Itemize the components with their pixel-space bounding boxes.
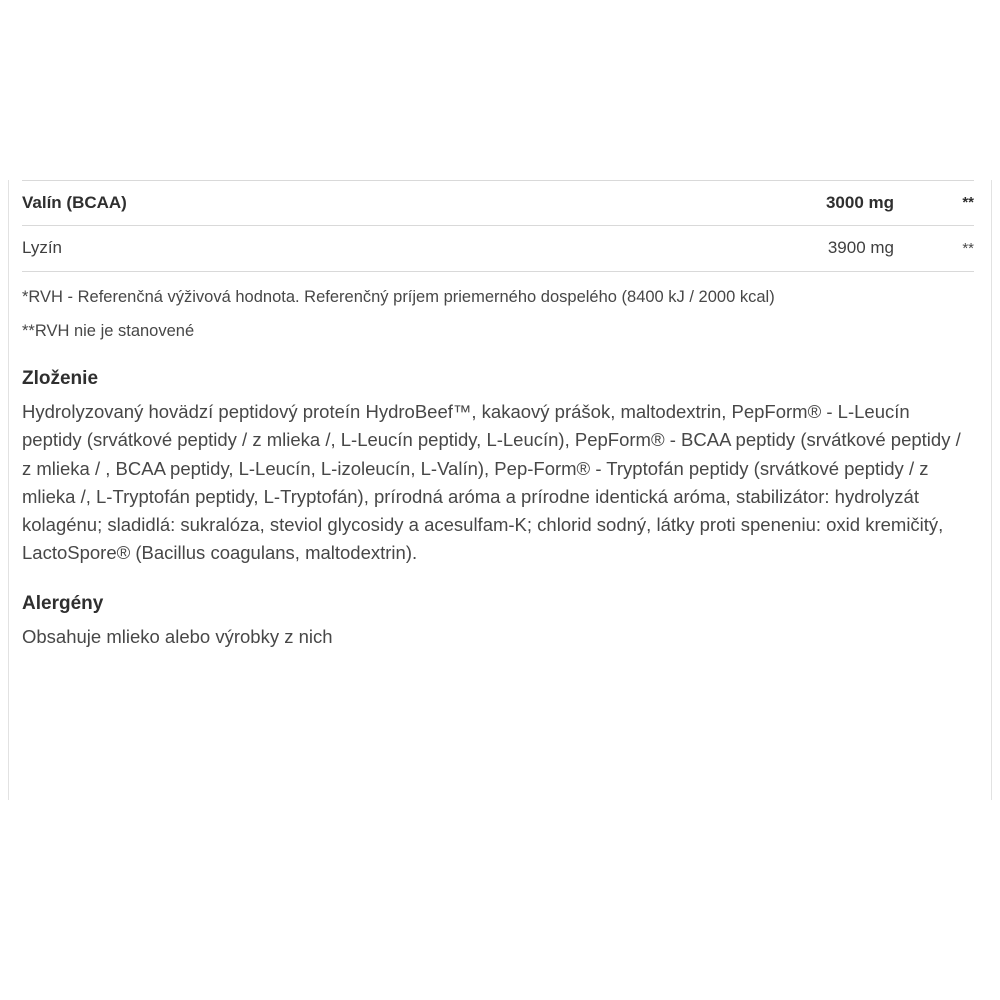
nutrient-amount: 3900 mg [634, 226, 894, 271]
footnote-rvh-definition: *RVH - Referenčná výživová hodnota. Referenčný príjem priemerného dospelého (8400 kJ / 2000 kcal) [22, 287, 775, 306]
product-info-content [0, 180, 1000, 651]
nutrition-table [22, 180, 974, 272]
ingredients-heading: Zloženie [22, 368, 99, 390]
allergens-heading: Alergény [22, 592, 104, 614]
nutrient-name: Lyzín [22, 226, 634, 271]
nutrient-amount: 3000 mg [634, 181, 894, 226]
table-row [22, 181, 974, 226]
nutrient-rvh: ** [894, 181, 974, 226]
nutrient-name: Valín (BCAA) [22, 181, 634, 226]
nutrient-rvh: ** [894, 226, 974, 271]
allergens-text: Obsahuje mlieko alebo výrobky z nich [22, 625, 333, 647]
table-row [22, 226, 974, 271]
footnote-rvh-not-set: **RVH nie je stanovené [22, 322, 195, 341]
ingredients-text: Hydrolyzovaný hovädzí peptidový proteín HydroBeef™, kakaový prášok, maltodextrin, PepForm® - L-Leucín peptidy (srvátkové peptidy / z mlieka /, L-Leucín peptidy, L-Leucín), PepForm® - BCAA peptidy (srvátkové peptidy / z mlieka / , BCAA peptidy, L-Leucín, L-izoleucín, L-Valín), Pep-Form® - Tryptofán peptidy (srvátkové peptidy / z mlieka /, L-Tryptofán peptidy, L-Tryptofán), prírodná aróma a prírodne identická aróma, stabilizátor: hydrolyzát kolagénu; sladidlá: sukralóza, steviol glycosidy a acesulfam-K; chlorid sodný, látky proti speneniu: oxid kremičitý, LactoSpore® (Bacillus coagulans, maltodextrin). [22, 401, 961, 563]
